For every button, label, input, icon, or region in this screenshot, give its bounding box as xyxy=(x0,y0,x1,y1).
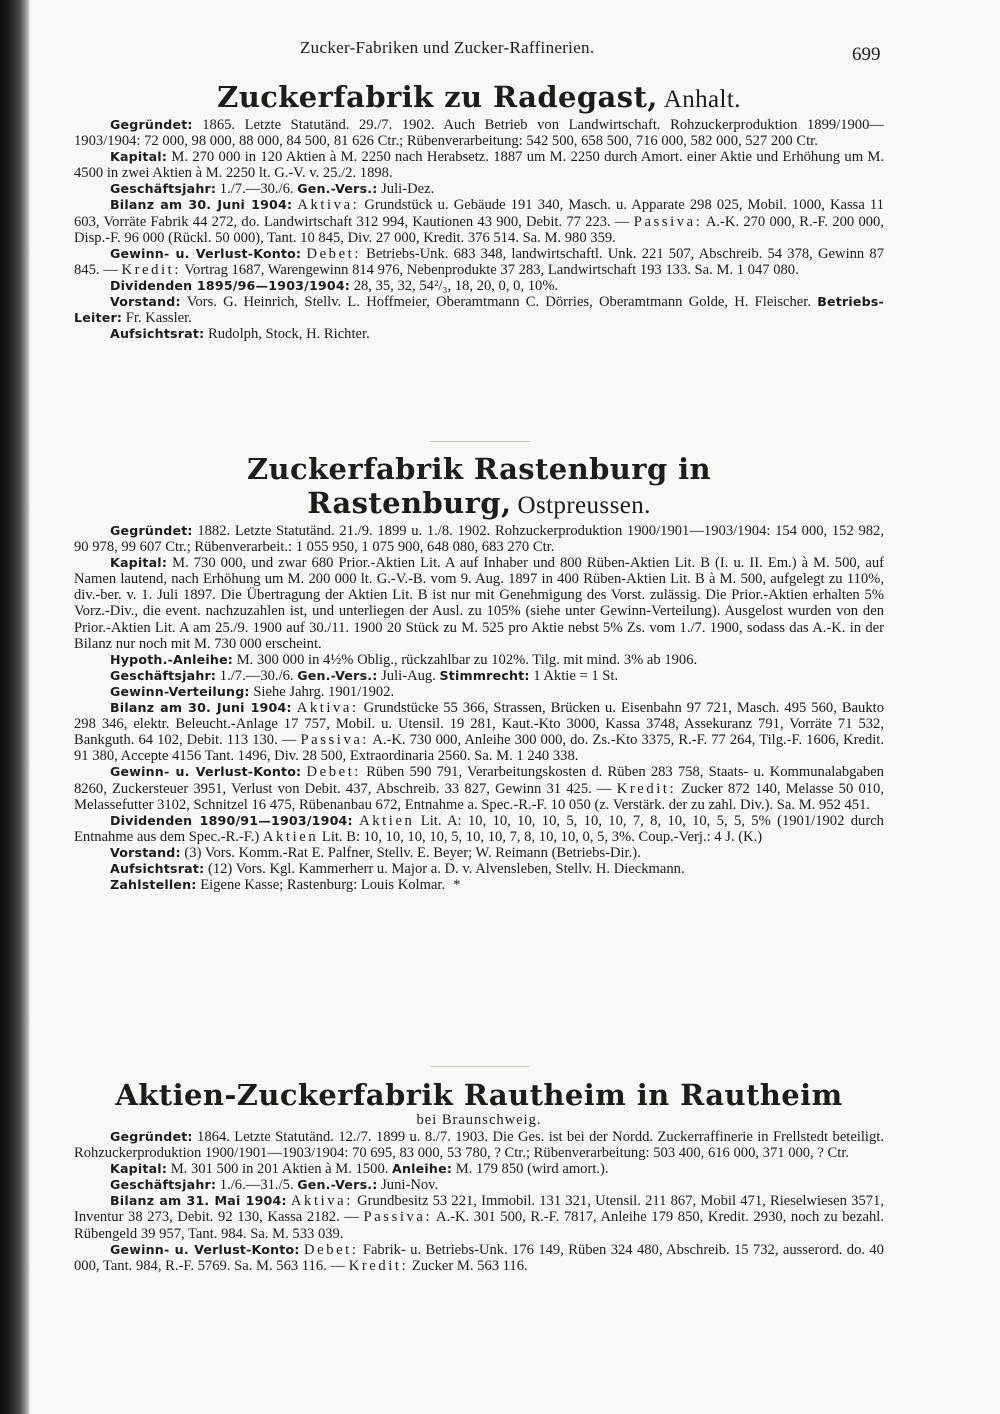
spaced-term: Kredit: xyxy=(616,780,677,797)
entry-paragraph xyxy=(74,764,884,812)
field-label: Gegründet: xyxy=(110,523,193,538)
field-label: Bilanz am 30. Juni 1904: xyxy=(110,197,293,213)
field-label: Betriebs-Leiter: xyxy=(74,294,884,326)
spaced-term: Debet: xyxy=(306,764,361,781)
article-subtitle: bei Braunschweig. xyxy=(416,1112,542,1128)
field-label: Gen.-Vers.: xyxy=(297,667,378,683)
entry-text: Vors. G. Heinrich, Stellv. L. Hoffmeier, Oberamtmann C. Dörries, Oberamtmann Golde, H. Fleischer. xyxy=(180,294,818,311)
entry-paragraph xyxy=(74,813,884,845)
spaced-term: Kredit: xyxy=(348,1257,409,1274)
article-title-name: Zuckerfabrik Rastenburg in Rastenburg, xyxy=(246,452,712,520)
entry-text: M. 300 000 in 4½% Oblig., rückzahlbar zu 102%. Tilg. mit mind. 3% ab 1906. xyxy=(233,651,698,668)
field-label: Kapital: xyxy=(110,1161,168,1177)
entry-text: Juli-Aug. xyxy=(377,667,440,684)
field-label: Geschäftsjahr: xyxy=(110,667,217,683)
spaced-term: Aktiva: xyxy=(290,1193,353,1210)
entry-text: 1882. Letzte Statutänd. 21./9. 1899 u. 1./8. 1902. Rohzuckerproduktion 1900/1901—1903/1904: 154 000, 152 982, 90 978, 99 607 Ctr.; Rübenverarbeit.: 1 055 950, 1 075 900, 648 080, 683 270 Ctr. xyxy=(74,523,884,556)
entry-text: Grundstück u. Gebäude 191 340, Masch. u. Apparate 298 025, Mobil. 1000, Kassa 11 603, Vorräte Fabrik 44 272, do. Landwirtschaft 312 994, Kautionen 43 900, Debit. 77 223. — xyxy=(74,197,884,230)
spaced-term: Debet: xyxy=(303,1241,359,1258)
entry-paragraph xyxy=(74,326,884,342)
entry-paragraph xyxy=(74,861,884,877)
entry-text: Juni-Nov. xyxy=(377,1177,439,1194)
entry-paragraph xyxy=(74,278,884,294)
entry-paragraph xyxy=(74,700,884,764)
entry-text: Rüben 590 791, Verarbeitungskosten d. Rüben 283 758, Staats- u. Kommunalabgaben 8260, Zuckersteuer 3951, Verlust von Debit. 437, Abschreib. 33 827, Gewinn 31 425. — xyxy=(74,764,884,797)
field-label: Geschäftsjahr: xyxy=(110,1177,217,1193)
field-label: Gewinn- u. Verlust-Konto: xyxy=(110,764,302,780)
entry-text: 1./7.—30./6. xyxy=(216,181,298,198)
entry-paragraph xyxy=(74,1177,884,1193)
entry-text: Grundbesitz 53 221, Immobil. 131 321, Utensil. 211 867, Mobil 471, Rieselwiesen 3571, Inventur 38 273, Debit. 92 130, Kassa 2182. — xyxy=(74,1193,884,1226)
field-label: Dividenden 1895/96—1903/1904: xyxy=(110,277,351,293)
entry-text: Lit. B: 10, 10, 10, 10, 5, 10, 10, 7, 8, 10, 10, 0, 5, 3%. Coup.-Verj.: 4 J. (K.) xyxy=(318,828,763,845)
entry-text: Zucker 872 140, Melasse 50 010, Melassefutter 3102, Schnitzel 16 475, Rübenanbau 672, Entnahme a. Spec.-R.-F. 10 050 (z. Verstärk. der zu zahl. Div.). Sa. M. 952 451. xyxy=(74,780,884,813)
article-title-name: Aktien-Zuckerfabrik Rautheim in Rautheim xyxy=(115,1078,843,1112)
entry-paragraph xyxy=(74,652,884,668)
field-label: Gen.-Vers.: xyxy=(297,181,378,197)
article-rastenburg xyxy=(74,452,884,893)
entry-paragraph xyxy=(74,197,884,245)
spaced-term: Debet: xyxy=(306,245,361,262)
field-label: Zahlstellen: xyxy=(110,877,197,893)
spaced-term: Passiva: xyxy=(363,1209,433,1226)
entry-text: Grundstücke 55 366, Strassen, Brücken u. Eisenbahn 97 721, Masch. 495 560, Baukto 298 346, elektr. Beleucht.-Anlage 17 757, Mobil. u. Utensil. 19 281, Kaut.-Kto 3000, Kassa 3748, Assekuranz 791, Vorräte 71 532, Bankguth. 64 102, Debit. 113 130. — xyxy=(74,700,884,749)
entry-text: M. 179 850 (wird amort.). xyxy=(452,1161,609,1178)
entry-paragraph xyxy=(74,845,884,861)
field-label: Bilanz am 31. Mai 1904: xyxy=(110,1193,287,1209)
field-label: Kapital: xyxy=(110,555,168,571)
entry-text: 28, 35, 32, 54²/₃, 18, 20, 0, 0, 10%. xyxy=(350,277,559,294)
article-title-location: Ostpreussen. xyxy=(517,492,651,519)
field-label: Aufsichtsrat: xyxy=(110,326,205,342)
field-label: Gewinn- u. Verlust-Konto: xyxy=(110,245,302,261)
entry-paragraph xyxy=(74,668,884,684)
field-label: Gegründet: xyxy=(110,117,193,132)
article-title xyxy=(74,1078,884,1112)
entry-text: (12) Vors. Kgl. Kammerherr u. Major a. D. v. Alvensleben, Stellv. H. Dieckmann. xyxy=(204,860,685,877)
entry-paragraph xyxy=(74,181,884,197)
spaced-term: Kredit: xyxy=(121,261,181,278)
spaced-term: Aktiva: xyxy=(296,700,359,717)
entry-paragraph xyxy=(74,523,884,555)
article-body xyxy=(74,523,884,893)
entry-text: 1865. Letzte Statutänd. 29./7. 1902. Auch Betrieb von Landwirtschaft. Rohzuckerproduktion 1899/1900—1903/1904: 72 000, 98 000, 88 000, 84 500, 81 626 Ctr.; Rübenverarbeitung: 542 500, 658 500, 716 000, 582 000, 527 200 Ctr. xyxy=(74,117,884,150)
field-label: Vorstand: xyxy=(110,294,181,310)
entry-paragraph xyxy=(74,1242,884,1274)
entry-text: (3) Vors. Komm.-Rat E. Palfner, Stellv. E. Beyer; W. Reimann (Betriebs-Dir.). xyxy=(180,844,641,861)
entry-text: Juli-Dez. xyxy=(377,181,435,198)
article-body xyxy=(74,1129,884,1274)
entry-paragraph xyxy=(74,1161,884,1177)
field-label: Vorstand: xyxy=(110,844,181,860)
article-title xyxy=(74,80,884,117)
entry-text: M. 270 000 in 120 Aktien à M. 2250 nach Herabsetz. 1887 um M. 2250 durch Amort. einer Aktie und Erhöhung um M. 4500 in zwei Aktien à M. 2250 lt. G.-V. v. 25./2. 1898. xyxy=(74,149,884,182)
entry-paragraph xyxy=(74,1193,884,1241)
field-label: Kapital: xyxy=(110,149,168,165)
spaced-term: Aktien xyxy=(262,828,319,845)
field-label: Gen.-Vers.: xyxy=(297,1177,378,1193)
entry-paragraph xyxy=(74,1129,884,1161)
spaced-term: Aktien xyxy=(359,812,415,829)
section-divider xyxy=(430,441,530,442)
article-radegast xyxy=(74,80,884,342)
entry-text: 1./7.—30./6. xyxy=(216,667,298,684)
book-binding-edge xyxy=(0,0,30,1414)
entry-text: Zucker M. 563 116. xyxy=(408,1257,528,1274)
field-label: Anleihe: xyxy=(392,1161,453,1177)
article-body xyxy=(74,117,884,342)
entry-text: 1 Aktie = 1 St. xyxy=(529,667,619,684)
entry-paragraph xyxy=(74,246,884,278)
field-label: Gewinn-Verteilung: xyxy=(110,683,250,699)
article-title xyxy=(74,452,884,523)
field-label: Gewinn- u. Verlust-Konto: xyxy=(110,1241,300,1257)
entry-paragraph xyxy=(74,555,884,652)
article-title-location: Anhalt. xyxy=(663,86,741,113)
entry-text: 1./6.—31./5. xyxy=(216,1177,298,1194)
entry-text: A.-K. 730 000, Anleihe 300 000, do. Zs.-Kto 3375, R.-F. 77 264, Tilg.-F. 1606, Kredit. 91 380, Accepte 4156 Tant. 1496, Div. 28 500, Extraordinaria 2560. Sa. M. 1 240 338. xyxy=(74,732,884,765)
article-rautheim xyxy=(74,1078,884,1274)
field-label: Stimmrecht: xyxy=(439,667,530,683)
entry-paragraph xyxy=(74,877,884,893)
field-label: Gegründet: xyxy=(110,1129,193,1144)
entry-text: Eigene Kasse; Rastenburg: Louis Kolmar. xyxy=(196,877,446,894)
field-label: Aufsichtsrat: xyxy=(110,860,205,876)
field-label: Hypoth.-Anleihe: xyxy=(110,651,234,667)
page-number: 699 xyxy=(852,44,881,65)
spaced-term: Passiva: xyxy=(633,213,703,230)
entry-text: Lit. A: 10, 10, 10, 10, 5, 10, 10, 7, 8, 10, 10, 5, 5, 5% (1901/1902 durch Entnahme aus dem Spec.-R.-F.) xyxy=(74,812,884,845)
entry-text: A.-K. 301 500, R.-F. 7817, Anleihe 179 850, Kredit. 2930, noch zu bezahl. Rübengeld 39 957, Tant. 984. Sa. M. 533 039. xyxy=(74,1209,884,1242)
entry-text: Siehe Jahrg. 1901/1902. xyxy=(249,683,395,700)
entry-text: A.-K. 270 000, R.-F. 200 000, Disp.-F. 96 000 (Rückl. 50 000), Tant. 10 845, Div. 27 000, Kredit. 376 514. Sa. M. 980 359. xyxy=(74,213,884,246)
field-label: Dividenden 1890/91—1903/1904: xyxy=(110,812,353,828)
entry-paragraph xyxy=(74,684,884,700)
entry-paragraph xyxy=(74,117,884,149)
entry-text: Fr. Kassler. xyxy=(122,310,192,327)
entry-text: Vortrag 1687, Warengewinn 814 976, Nebenprodukte 37 283, Landwirtschaft 193 133. Sa. M. 1 047 080. xyxy=(180,261,799,278)
entry-text: Fabrik- u. Betriebs-Unk. 176 149, Rüben 324 480, Abschreib. 15 732, ausserord. do. 40 000, Tant. 984, R.-F. 5769. Sa. M. 563 116. — xyxy=(74,1241,884,1274)
asterisk-mark: * xyxy=(453,877,461,894)
field-label: Bilanz am 30. Juni 1904: xyxy=(110,700,292,716)
section-divider xyxy=(430,1066,530,1067)
spaced-term: Aktiva: xyxy=(297,197,360,214)
entry-paragraph xyxy=(74,149,884,181)
entry-paragraph xyxy=(74,294,884,326)
entry-text: Rudolph, Stock, H. Richter. xyxy=(204,326,370,343)
field-label: Geschäftsjahr: xyxy=(110,181,217,197)
entry-text: M. 301 500 in 201 Aktien à M. 1500. xyxy=(167,1161,393,1178)
entry-text: 1864. Letzte Statutänd. 12./7. 1899 u. 8./7. 1903. Die Ges. ist bei der Nordd. Zuckerraffinerie in Frellstedt beteiligt. Rohzuckerproduktion 1900/1901—1903/1904: 70 695, 83 000, 53 780, ? Ctr.; Rübenverarbeitung: 503 400, 616 000, 371 000, ? Ctr. xyxy=(74,1129,884,1162)
entry-text: Betriebs-Unk. 683 348, landwirtschaftl. Unk. 221 507, Abschreib. 54 378, Gewinn 87 845. — xyxy=(74,245,884,278)
running-head: Zucker-Fabriken und Zucker-Raffinerien. xyxy=(300,38,595,57)
spaced-term: Passiva: xyxy=(300,732,370,749)
article-title-name: Zuckerfabrik zu Radegast, xyxy=(217,80,658,114)
entry-text: M. 730 000, und zwar 680 Prior.-Aktien Lit. A auf Inhaber und 800 Rüben-Aktien Lit. B (I. u. II. Em.) à M. 500, auf Namen lautend, nach Erhöhung um M. 200 000 lt. G.-V.-B. vom 9. Aug. 1897 in 400 Rüben-Aktien Lit. B à M. 500, aufgelegt zu 110%, div.-ber. v. 1. Juli 1897. Die Übertragung der Aktien Lit. B ist nur mit Genehmigung des Vorst. zulässig. Die Prior.-Aktien erhalten 5% Vorz.-Div., die event. nachzuzahlen ist, und unterliegen der Ausl. zu 105% (siehe unter Gewinn-Verteilung). Ausgelost wurden von den Prior.-Aktien Lit. A am 25./9. 1900 auf 30./11. 1900 20 Stück zu M. 525 pro Aktie nebst 5% Zs. vom 1./7. 1900, sodass das A.-K. in der Bilanz nur noch mit M. 730 000 erscheint. xyxy=(74,555,884,652)
